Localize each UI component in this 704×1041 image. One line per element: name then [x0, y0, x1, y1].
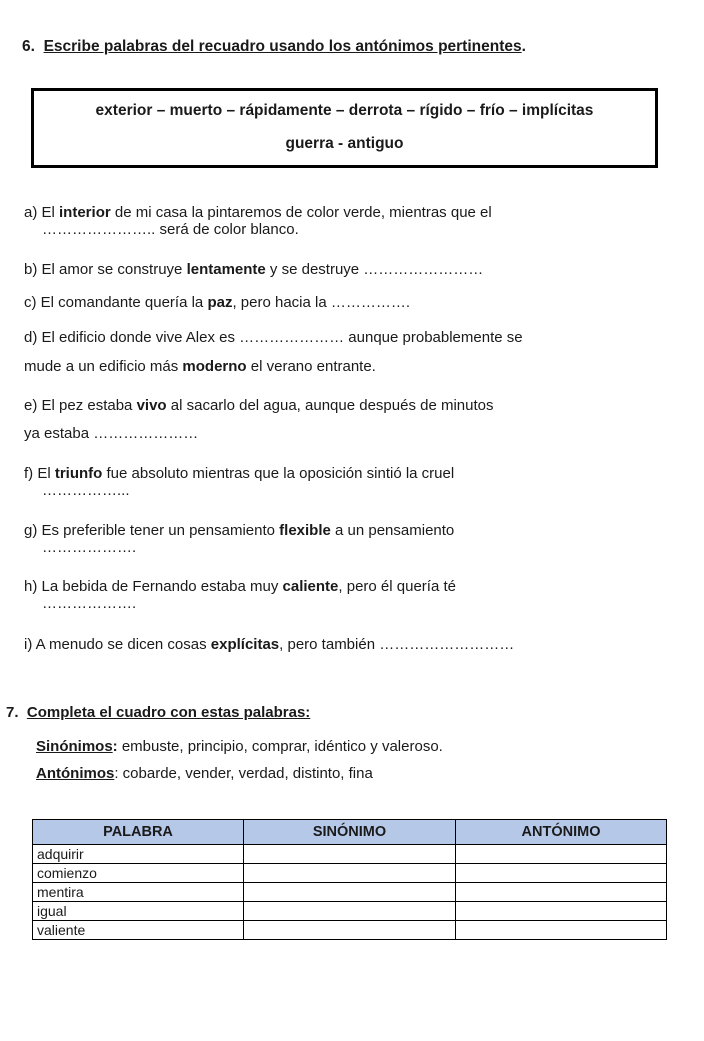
synonyms-line	[36, 738, 443, 755]
vocabulary-table	[32, 819, 667, 940]
antonym-cell[interactable]	[456, 845, 667, 864]
exercise-6-number: 6.	[22, 38, 35, 55]
synonym-cell[interactable]	[244, 845, 456, 864]
synonym-cell[interactable]	[244, 902, 456, 921]
table-row	[33, 845, 667, 864]
table-row	[33, 902, 667, 921]
synonyms-words: embuste, principio, comprar, idéntico y valeroso.	[117, 738, 443, 755]
item-f-text-end: fue absoluto mientras que la oposición sintió la cruel	[102, 465, 455, 482]
exercise-6-instruction: Escribe palabras del recuadro usando los antónimos pertinentes	[43, 38, 522, 55]
item-d-keyword: moderno	[182, 358, 247, 375]
item-a-text-end: de mi casa la pintaremos de color verde, mientras que el	[110, 204, 492, 221]
exercise-7-number: 7.	[6, 704, 19, 721]
synonym-cell[interactable]	[244, 883, 456, 902]
synonym-cell[interactable]	[244, 864, 456, 883]
item-f-blank: ……………...	[42, 482, 130, 499]
antonyms-label: Antónimos	[36, 765, 115, 782]
item-e-keyword: vivo	[136, 397, 167, 414]
item-d-line-1: d) El edificio donde vive Alex es ………………… aunque probablemente se	[24, 329, 523, 346]
item-c	[24, 294, 410, 311]
item-e-text-end: al sacarlo del agua, aunque después de minutos	[166, 397, 494, 414]
exercise-6-title	[22, 38, 526, 56]
table-row	[33, 864, 667, 883]
item-h-text: h) La bebida de Fernando estaba muy	[24, 578, 283, 595]
word-box	[31, 88, 658, 168]
item-a-text: a) El	[24, 204, 60, 221]
item-g	[24, 522, 454, 556]
item-e-line-2: ya estaba …………………	[24, 425, 199, 442]
word-box-line-2: guerra - antiguo	[285, 135, 404, 152]
item-b-keyword: lentamente	[186, 261, 266, 278]
item-g-keyword: flexible	[279, 522, 331, 539]
item-b-text-end: y se destruye ……………………	[265, 261, 484, 278]
item-f-text: f) El	[24, 465, 55, 482]
header-sinonimo: SINÓNIMO	[244, 820, 456, 845]
item-a-keyword: interior	[59, 204, 111, 221]
word-cell: mentira	[33, 883, 244, 902]
item-g-blank: ……………….	[42, 539, 137, 556]
antonyms-line	[36, 765, 373, 782]
word-cell: valiente	[33, 921, 244, 940]
table-row	[33, 921, 667, 940]
synonyms-label: Sinónimos	[36, 738, 113, 755]
item-d-text-end: el verano entrante.	[246, 358, 376, 375]
item-h-keyword: caliente	[282, 578, 339, 595]
header-antonimo: ANTÓNIMO	[456, 820, 667, 845]
antonyms-words: cobarde, vender, verdad, distinto, fina	[118, 765, 373, 782]
item-d	[24, 329, 523, 375]
item-b	[24, 261, 483, 278]
exercise-7-instruction: Completa el cuadro con estas palabras:	[26, 704, 311, 721]
table-row	[33, 883, 667, 902]
item-b-text: b) El amor se construye	[24, 261, 187, 278]
word-cell: adquirir	[33, 845, 244, 864]
item-h	[24, 578, 456, 612]
table-header-row	[33, 820, 667, 845]
item-c-keyword: paz	[207, 294, 233, 311]
item-e-text: e) El pez estaba	[24, 397, 137, 414]
item-g-text-end: a un pensamiento	[330, 522, 455, 539]
item-e	[24, 397, 494, 442]
antonym-cell[interactable]	[456, 921, 667, 940]
synonyms-colon: :	[112, 738, 118, 755]
item-i-text-end: , pero también ………………………	[279, 636, 515, 653]
item-c-text-end: , pero hacia la …………….	[232, 294, 411, 311]
antonyms-colon: :	[114, 765, 119, 782]
item-f-keyword: triunfo	[54, 465, 103, 482]
item-i	[24, 636, 514, 653]
item-a-blank: ………………….. será de color blanco.	[42, 221, 299, 238]
exercise-7-title	[6, 704, 310, 721]
item-a	[24, 204, 492, 238]
exercise-6-period: .	[521, 38, 526, 55]
antonym-cell[interactable]	[456, 864, 667, 883]
antonym-cell[interactable]	[456, 883, 667, 902]
item-d-line-2	[24, 358, 523, 375]
item-i-text: i) A menudo se dicen cosas	[24, 636, 211, 653]
item-c-text: c) El comandante quería la	[24, 294, 208, 311]
antonym-cell[interactable]	[456, 902, 667, 921]
item-g-text: g) Es preferible tener un pensamiento	[24, 522, 280, 539]
word-box-line-1: exterior – muerto – rápidamente – derrota – rígido – frío – implícitas	[95, 102, 594, 119]
synonym-cell[interactable]	[244, 921, 456, 940]
word-cell: comienzo	[33, 864, 244, 883]
item-i-keyword: explícitas	[210, 636, 280, 653]
item-h-blank: ……………….	[42, 595, 137, 612]
item-d-text: mude a un edificio más	[24, 358, 183, 375]
header-palabra: PALABRA	[33, 820, 244, 845]
item-f	[24, 465, 454, 499]
item-h-text-end: , pero él quería té	[338, 578, 456, 595]
word-cell: igual	[33, 902, 244, 921]
